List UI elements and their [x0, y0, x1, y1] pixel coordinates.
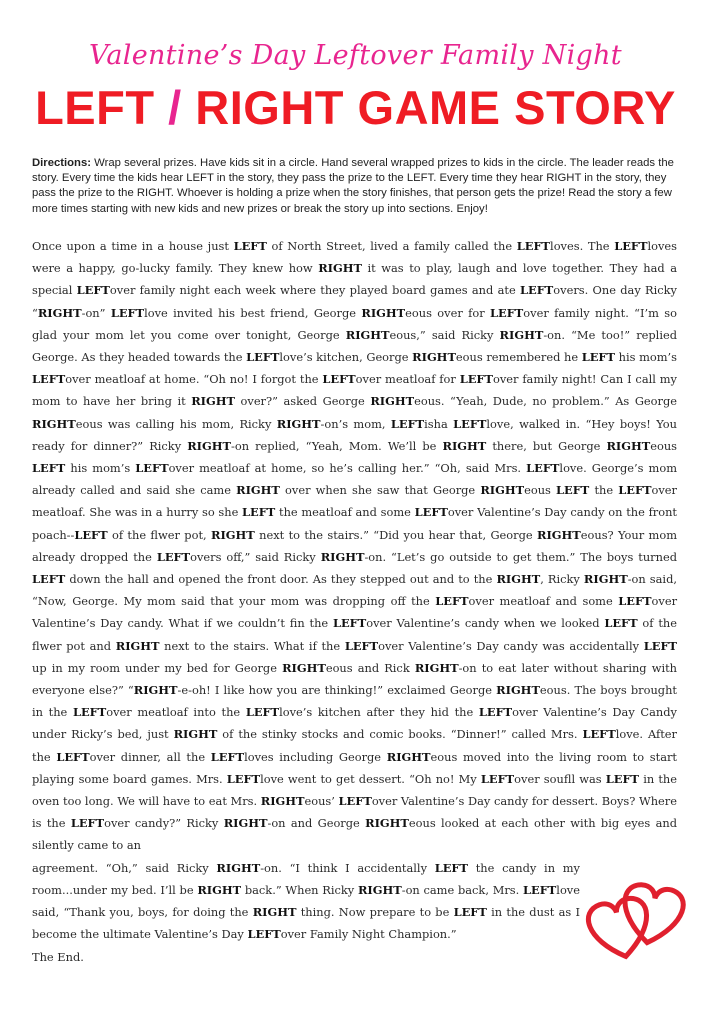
emphasis-word: LEFT: [76, 283, 110, 298]
emphasis-word: RIGHT: [442, 438, 487, 453]
title-slash: /: [168, 81, 182, 134]
emphasis-word: LEFT: [242, 505, 276, 520]
emphasis-word: LEFT: [520, 283, 554, 298]
emphasis-word: LEFT: [135, 461, 169, 476]
emphasis-word: RIGHT: [606, 438, 651, 453]
emphasis-word: RIGHT: [499, 327, 544, 342]
emphasis-word: RIGHT: [236, 483, 280, 498]
emphasis-word: RIGHT: [133, 683, 178, 698]
emphasis-word: LEFT: [74, 527, 108, 542]
emphasis-word: LEFT: [582, 727, 616, 742]
emphasis-word: RIGHT: [252, 905, 297, 920]
emphasis-word: LEFT: [453, 905, 487, 920]
heart-front: [618, 882, 685, 947]
story-text: [32, 235, 677, 968]
emphasis-word: RIGHT: [187, 438, 231, 453]
emphasis-word: RIGHT: [115, 638, 160, 653]
emphasis-word: LEFT: [246, 350, 280, 365]
emphasis-word: RIGHT: [414, 660, 459, 675]
title-left: LEFT: [35, 81, 155, 134]
emphasis-word: RIGHT: [496, 572, 541, 587]
emphasis-word: LEFT: [32, 572, 66, 587]
emphasis-word: LEFT: [233, 239, 267, 253]
page-subtitle: Valentine’s Day Leftover Family Night: [89, 40, 622, 71]
emphasis-word: RIGHT: [223, 816, 268, 831]
emphasis-word: LEFT: [344, 638, 379, 653]
directions-label: Directions:: [32, 157, 92, 169]
emphasis-word: LEFT: [390, 416, 425, 431]
heart-back: [586, 895, 655, 960]
emphasis-word: LEFT: [414, 505, 448, 520]
emphasis-word: LEFT: [614, 239, 648, 253]
directions-text: Wrap several prizes. Have kids sit in a circle. Hand several wrapped prizes to kids in the circle. The leader reads the story. Every time the kids hear LEFT in the story, they pass the prize to the LEFT. Every time they hear RIGHT in the story, they pass the prize to the RIGHT. Whoever is holding a prize when the story finishes, that person gets the prize! Read the story a few more times starting with new kids and new prizes or break the story up into sections. Enjoy!: [32, 157, 674, 215]
story-main: Once upon a time in a house just LEFT of North Street, lived a family called the LEFTloves. The LEFTloves were a happy, go-lucky family. They knew how RIGHT it was to play, laugh and love together. They had a special LEFTover family night each week where they played board games and ate LEFTovers. One day Ricky “RIGHT-on” LEFTlove invited his best friend, George RIGHTeous over for LEFTover family night. “I’m so glad your mom let you come over tonight, George RIGHTeous,” said Ricky RIGHT-on. “Me too!” replied George. As they headed towards the LEFTlove’s kitchen, George RIGHTeous remembered he LEFT his mom’s LEFTover meatloaf at home. “Oh no! I forgot the LEFTover meatloaf for LEFTover family night! Can I call my mom to have her bring it RIGHT over?” asked George RIGHTeous. “Yeah, Dude, no problem.” As George RIGHTeous was calling his mom, Ricky RIGHT-on’s mom, LEFTisha LEFTlove, walked in. “Hey boys! You ready for dinner?” Ricky RIGHT-on replied, “Yeah, Mom. We’ll be RIGHT there, but George RIGHTeous LEFT his mom’s LEFTover meatloaf at home, so he’s calling her.” “Oh, said Mrs. LEFTlove. George’s mom already called and said she came RIGHT over when she saw that George RIGHTeous LEFT the LEFTover meatloaf. She was in a hurry so she LEFT the meatloaf and some LEFTover Valentine’s Day candy on the front poach--LEFT of the flwer pot, RIGHT next to the stairs.” “Did you hear that, George RIGHTeous? Your mom already dropped the LEFTovers off,” said Ricky RIGHT-on. “Let’s go outside to get them.” The boys turned LEFT down the hall and opened the front door. As they stepped out and to the RIGHT, Ricky RIGHT-on said, “Now, George. My mom said that your mom was dropping off the LEFTover meatloaf and some LEFTover Valentine’s Day candy. What if we couldn’t fin the LEFTover Valentine’s candy when we looked LEFT of the flwer pot and RIGHT next to the stairs. What if the LEFTover Valentine’s Day candy was accidentally LEFT up in my room under my bed for George RIGHTeous and Rick RIGHT-on to eat later without sharing with everyone else?” “RIGHT-e-oh! I like how you are thinking!” exclaimed George RIGHTeous. The boys brought in the LEFTover meatloaf into the LEFTlove’s kitchen after they hid the LEFTover Valentine’s Day Candy under Ricky’s bed, just RIGHT of the stinky stocks and comic books. “Dinner!” called Mrs. LEFTlove. After the LEFTover dinner, all the LEFTloves including George RIGHTeous moved into the living room to start playing some board games. Mrs. LEFTlove went to get dessert. “Oh no! My LEFTover soufll was LEFT in the oven too long. We will have to eat Mrs. RIGHTeous’ LEFTover Valentine’s Day candy for dessert. Boys? Where is the LEFTover candy?” Ricky RIGHT-on and George RIGHTeous looked at each other with big eyes and silently came to an: [32, 239, 678, 853]
emphasis-word: LEFT: [516, 239, 551, 253]
emphasis-word: RIGHT: [216, 860, 261, 875]
two-hearts-icon: [578, 878, 690, 960]
emphasis-word: RIGHT: [282, 660, 326, 675]
emphasis-word: LEFT: [453, 416, 487, 431]
emphasis-word: LEFT: [435, 594, 469, 609]
emphasis-word: LEFT: [32, 461, 66, 476]
emphasis-word: RIGHT: [496, 683, 540, 698]
title-right: RIGHT GAME STORY: [195, 81, 676, 134]
emphasis-word: LEFT: [480, 771, 515, 786]
emphasis-word: LEFT: [322, 372, 356, 387]
emphasis-word: LEFT: [156, 549, 191, 564]
emphasis-word: LEFT: [618, 483, 652, 498]
emphasis-word: LEFT: [332, 616, 367, 631]
emphasis-word: RIGHT: [386, 749, 431, 764]
emphasis-word: LEFT: [245, 705, 280, 720]
emphasis-word: RIGHT: [480, 483, 525, 498]
emphasis-word: LEFT: [490, 305, 524, 320]
emphasis-word: LEFT: [32, 372, 66, 387]
emphasis-word: LEFT: [56, 749, 90, 764]
emphasis-word: LEFT: [459, 372, 493, 387]
emphasis-word: LEFT: [523, 882, 557, 897]
emphasis-word: RIGHT: [276, 416, 321, 431]
story-tail: agreement. “Oh,” said Ricky RIGHT-on. “I think I accidentally LEFT the candy in my room...under my bed. I’ll be RIGHT back.” When Ricky RIGHT-on came back, Mrs. LEFTlove said, “Thank you, boys, for doing the RIGHT thing. Now prepare to be LEFT in the dust as I become the ultimate Valentine’s Day LEFTover Family Night Champion.”: [32, 860, 580, 942]
emphasis-word: RIGHT: [260, 794, 305, 809]
emphasis-word: RIGHT: [361, 305, 406, 320]
emphasis-word: RIGHT: [537, 527, 581, 542]
emphasis-word: RIGHT: [370, 394, 415, 409]
emphasis-word: LEFT: [338, 794, 372, 809]
emphasis-word: LEFT: [110, 305, 145, 320]
emphasis-word: RIGHT: [211, 527, 255, 542]
emphasis-word: LEFT: [605, 771, 640, 786]
emphasis-word: RIGHT: [583, 572, 628, 587]
emphasis-word: RIGHT: [318, 261, 362, 276]
emphasis-word: RIGHT: [357, 882, 402, 897]
emphasis-word: LEFT: [478, 705, 513, 720]
emphasis-word: LEFT: [604, 616, 638, 631]
emphasis-word: RIGHT: [37, 305, 82, 320]
emphasis-word: LEFT: [210, 749, 245, 764]
emphasis-word: LEFT: [70, 816, 105, 831]
emphasis-word: RIGHT: [197, 882, 242, 897]
emphasis-word: RIGHT: [412, 350, 456, 365]
emphasis-word: LEFT: [226, 771, 261, 786]
story-end: The End.: [32, 949, 84, 964]
emphasis-word: RIGHT: [320, 549, 365, 564]
page-title: [0, 82, 711, 134]
emphasis-word: LEFT: [72, 705, 107, 720]
emphasis-word: RIGHT: [32, 416, 76, 431]
emphasis-word: LEFT: [643, 638, 678, 653]
emphasis-word: RIGHT: [173, 727, 218, 742]
emphasis-word: LEFT: [581, 350, 615, 365]
emphasis-word: LEFT: [526, 461, 560, 476]
emphasis-word: LEFT: [618, 594, 652, 609]
emphasis-word: LEFT: [556, 483, 590, 498]
emphasis-word: LEFT: [247, 927, 281, 942]
emphasis-word: LEFT: [434, 860, 468, 875]
emphasis-word: RIGHT: [191, 394, 235, 409]
emphasis-word: RIGHT: [365, 816, 409, 831]
directions: [32, 156, 681, 217]
emphasis-word: RIGHT: [345, 327, 390, 342]
